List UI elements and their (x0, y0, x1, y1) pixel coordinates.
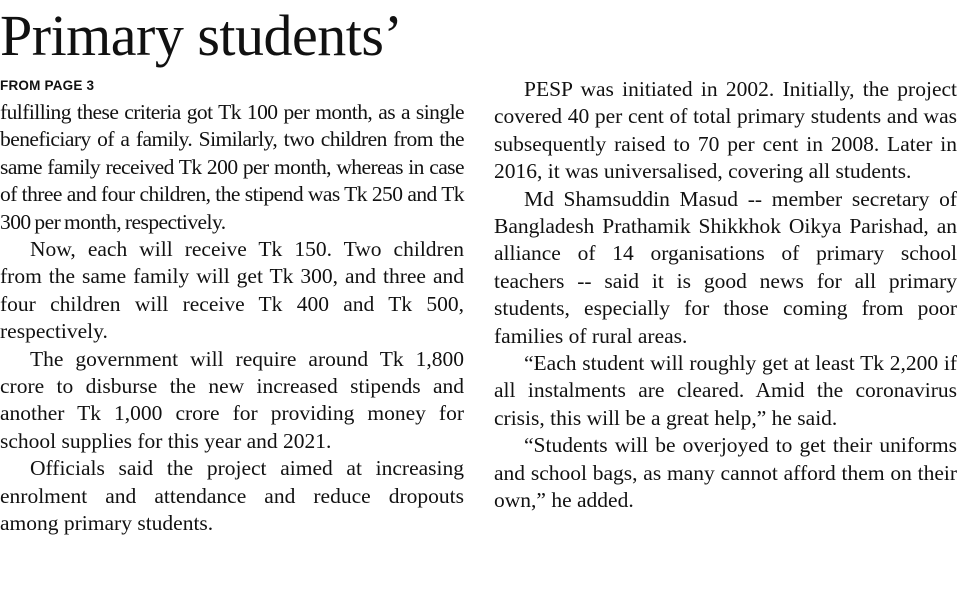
continued-from-label: FROM PAGE 3 (0, 78, 95, 93)
paragraph: The government will require around Tk 1,800 crore to disburse the new increased stipends and another Tk 1,000 crore for providing money for school supplies for this year and 2021. (0, 346, 464, 453)
paragraph: fulfilling these criteria got Tk 100 per month, as a single beneficiary of a family. Similarly, two children from the same family received Tk 200 per month, whereas in case of three and four children, the stipend was Tk 250 and Tk 300 per month, respectively. (0, 100, 464, 234)
paragraph: Now, each will receive Tk 150. Two children from the same family will get Tk 300, and three and four children will receive Tk 400 and Tk 500, respectively. (0, 237, 464, 344)
paragraph: Officials said the project aimed at increasing enrolment and attendance and reduce dropouts among primary students. (0, 456, 464, 536)
paragraph: “Each student will roughly get at least Tk 2,200 if all instalments are cleared. Amid the coronavirus crisis, this will be a great help,” he said. (494, 351, 957, 430)
paragraph: PESP was initiated in 2002. Initially, the project covered 40 per cent of total primary students and was subsequently raised to 70 per cent in 2008. Later in 2016, it was universalised, covering all students. (494, 77, 957, 184)
headline: Primary students’ (0, 3, 403, 68)
paragraph: “Students will be overjoyed to get their uniforms and school bags, as many cannot afford them on their own,” he added. (494, 433, 957, 513)
left-column (0, 99, 464, 538)
right-column (494, 76, 957, 515)
paragraph: Md Shamsuddin Masud -- member secretary of Bangladesh Prathamik Shikkhok Oikya Parishad, an alliance of 14 organisations of primary school teachers -- said it is good news for all primary students, especially for those coming from poor families of rural areas. (494, 186, 957, 348)
